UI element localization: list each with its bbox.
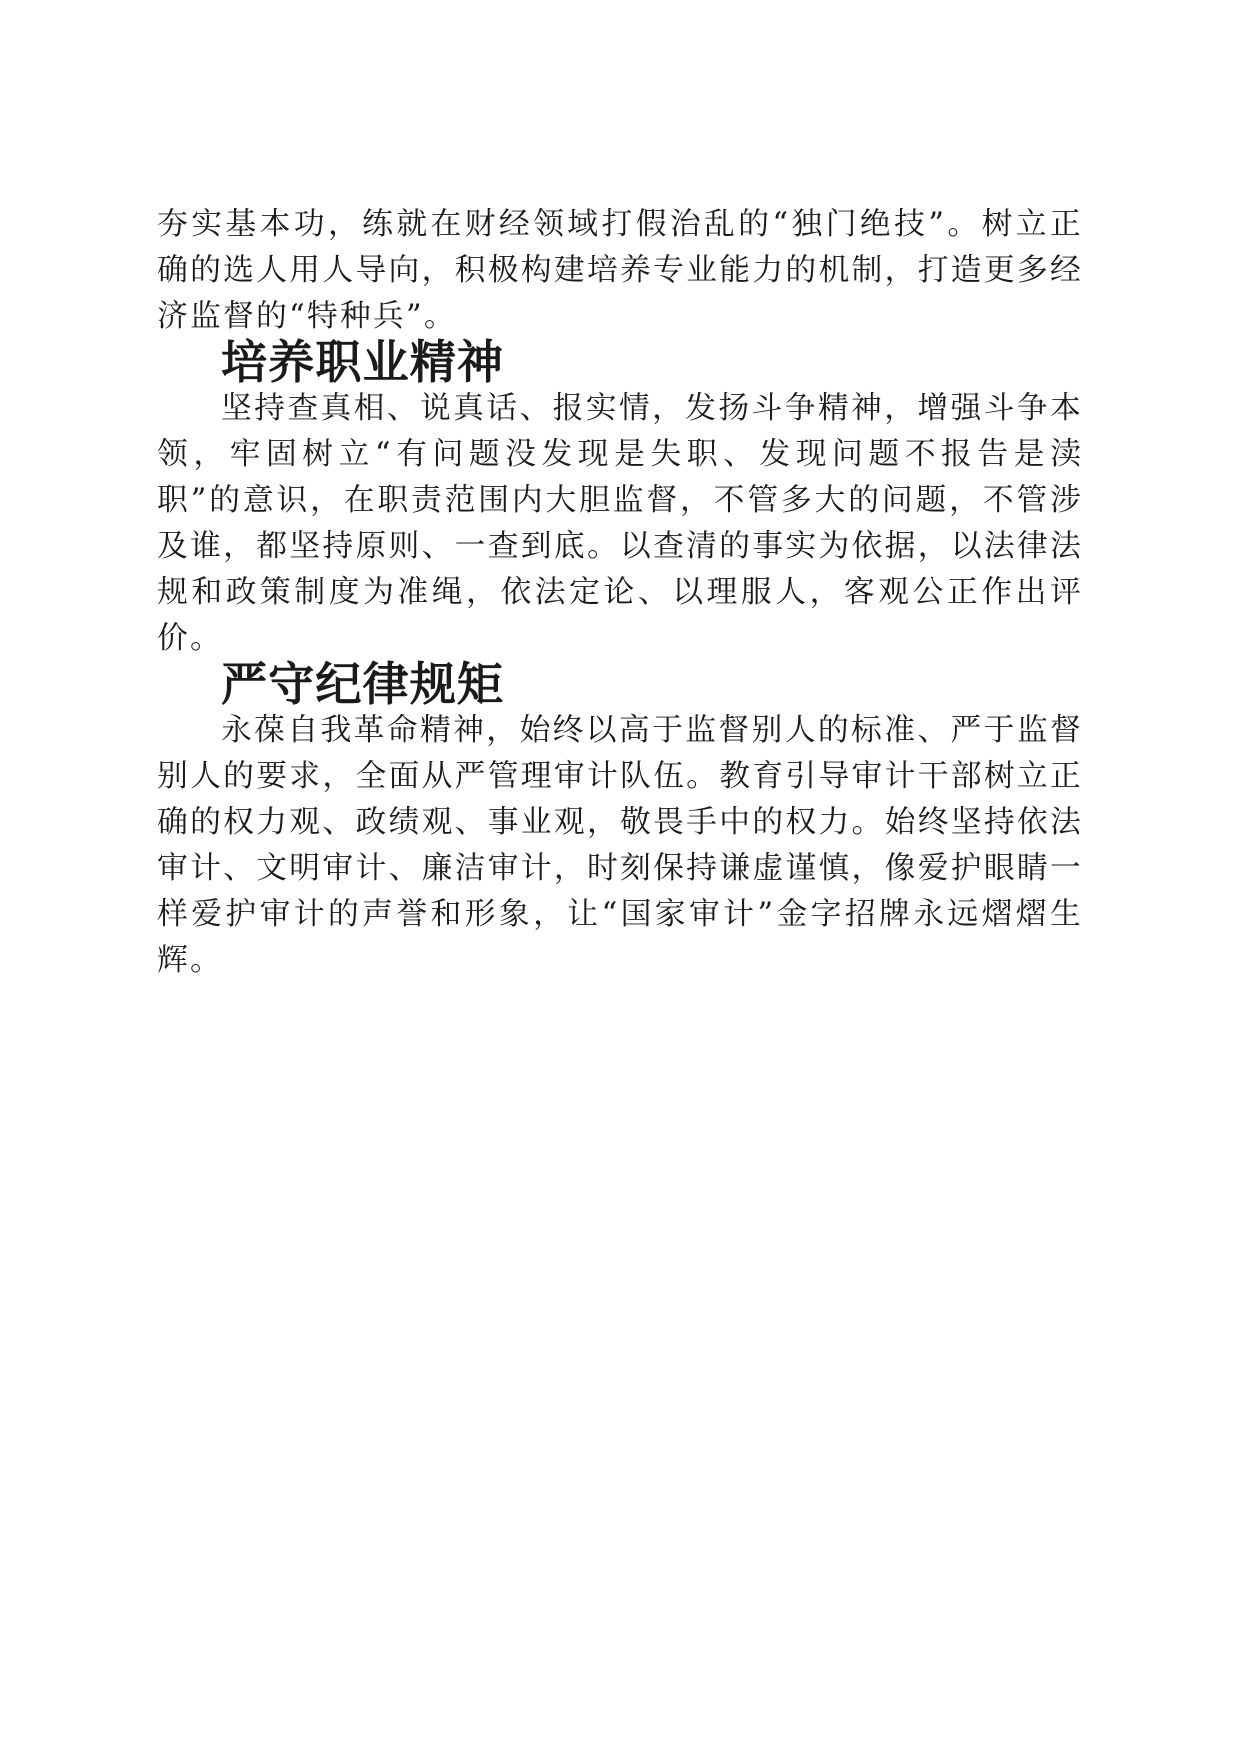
paragraph-continuation: 夯实基本功，练就在财经领域打假治乱的“独门绝技”。树立正确的选人用人导向，积极构建培养专业能力的机制，打造更多经济监督的“特种兵”。 [157,206,1083,334]
paragraph-professional-spirit: 坚持查真相、说真话、报实情，发扬斗争精神，增强斗争本领，牢固树立“有问题没发现是失职、发现问题不报告是渎职”的意识，在职责范围内大胆监督，不管多大的问题，不管涉及谁，都坚持原则、一查到底。以查清的事实为依据，以法律法规和政策制度为准绳，依法定论、以理服人，客观公正作出评价。 [157,390,1083,656]
section-heading-discipline: 严守纪律规矩 [221,657,505,711]
section-heading-professional-spirit: 培养职业精神 [221,335,505,389]
document-body [157,201,1083,983]
paragraph-discipline: 永葆自我革命精神，始终以高于监督别人的标准、严于监督别人的要求，全面从严管理审计队伍。教育引导审计干部树立正确的权力观、政绩观、事业观，敬畏手中的权力。始终坚持依法审计、文明审计、廉洁审计，时刻保持谦虚谨慎，像爱护眼睛一样爱护审计的声誉和形象，让“国家审计”金字招牌永远熠熠生辉。 [157,712,1083,978]
